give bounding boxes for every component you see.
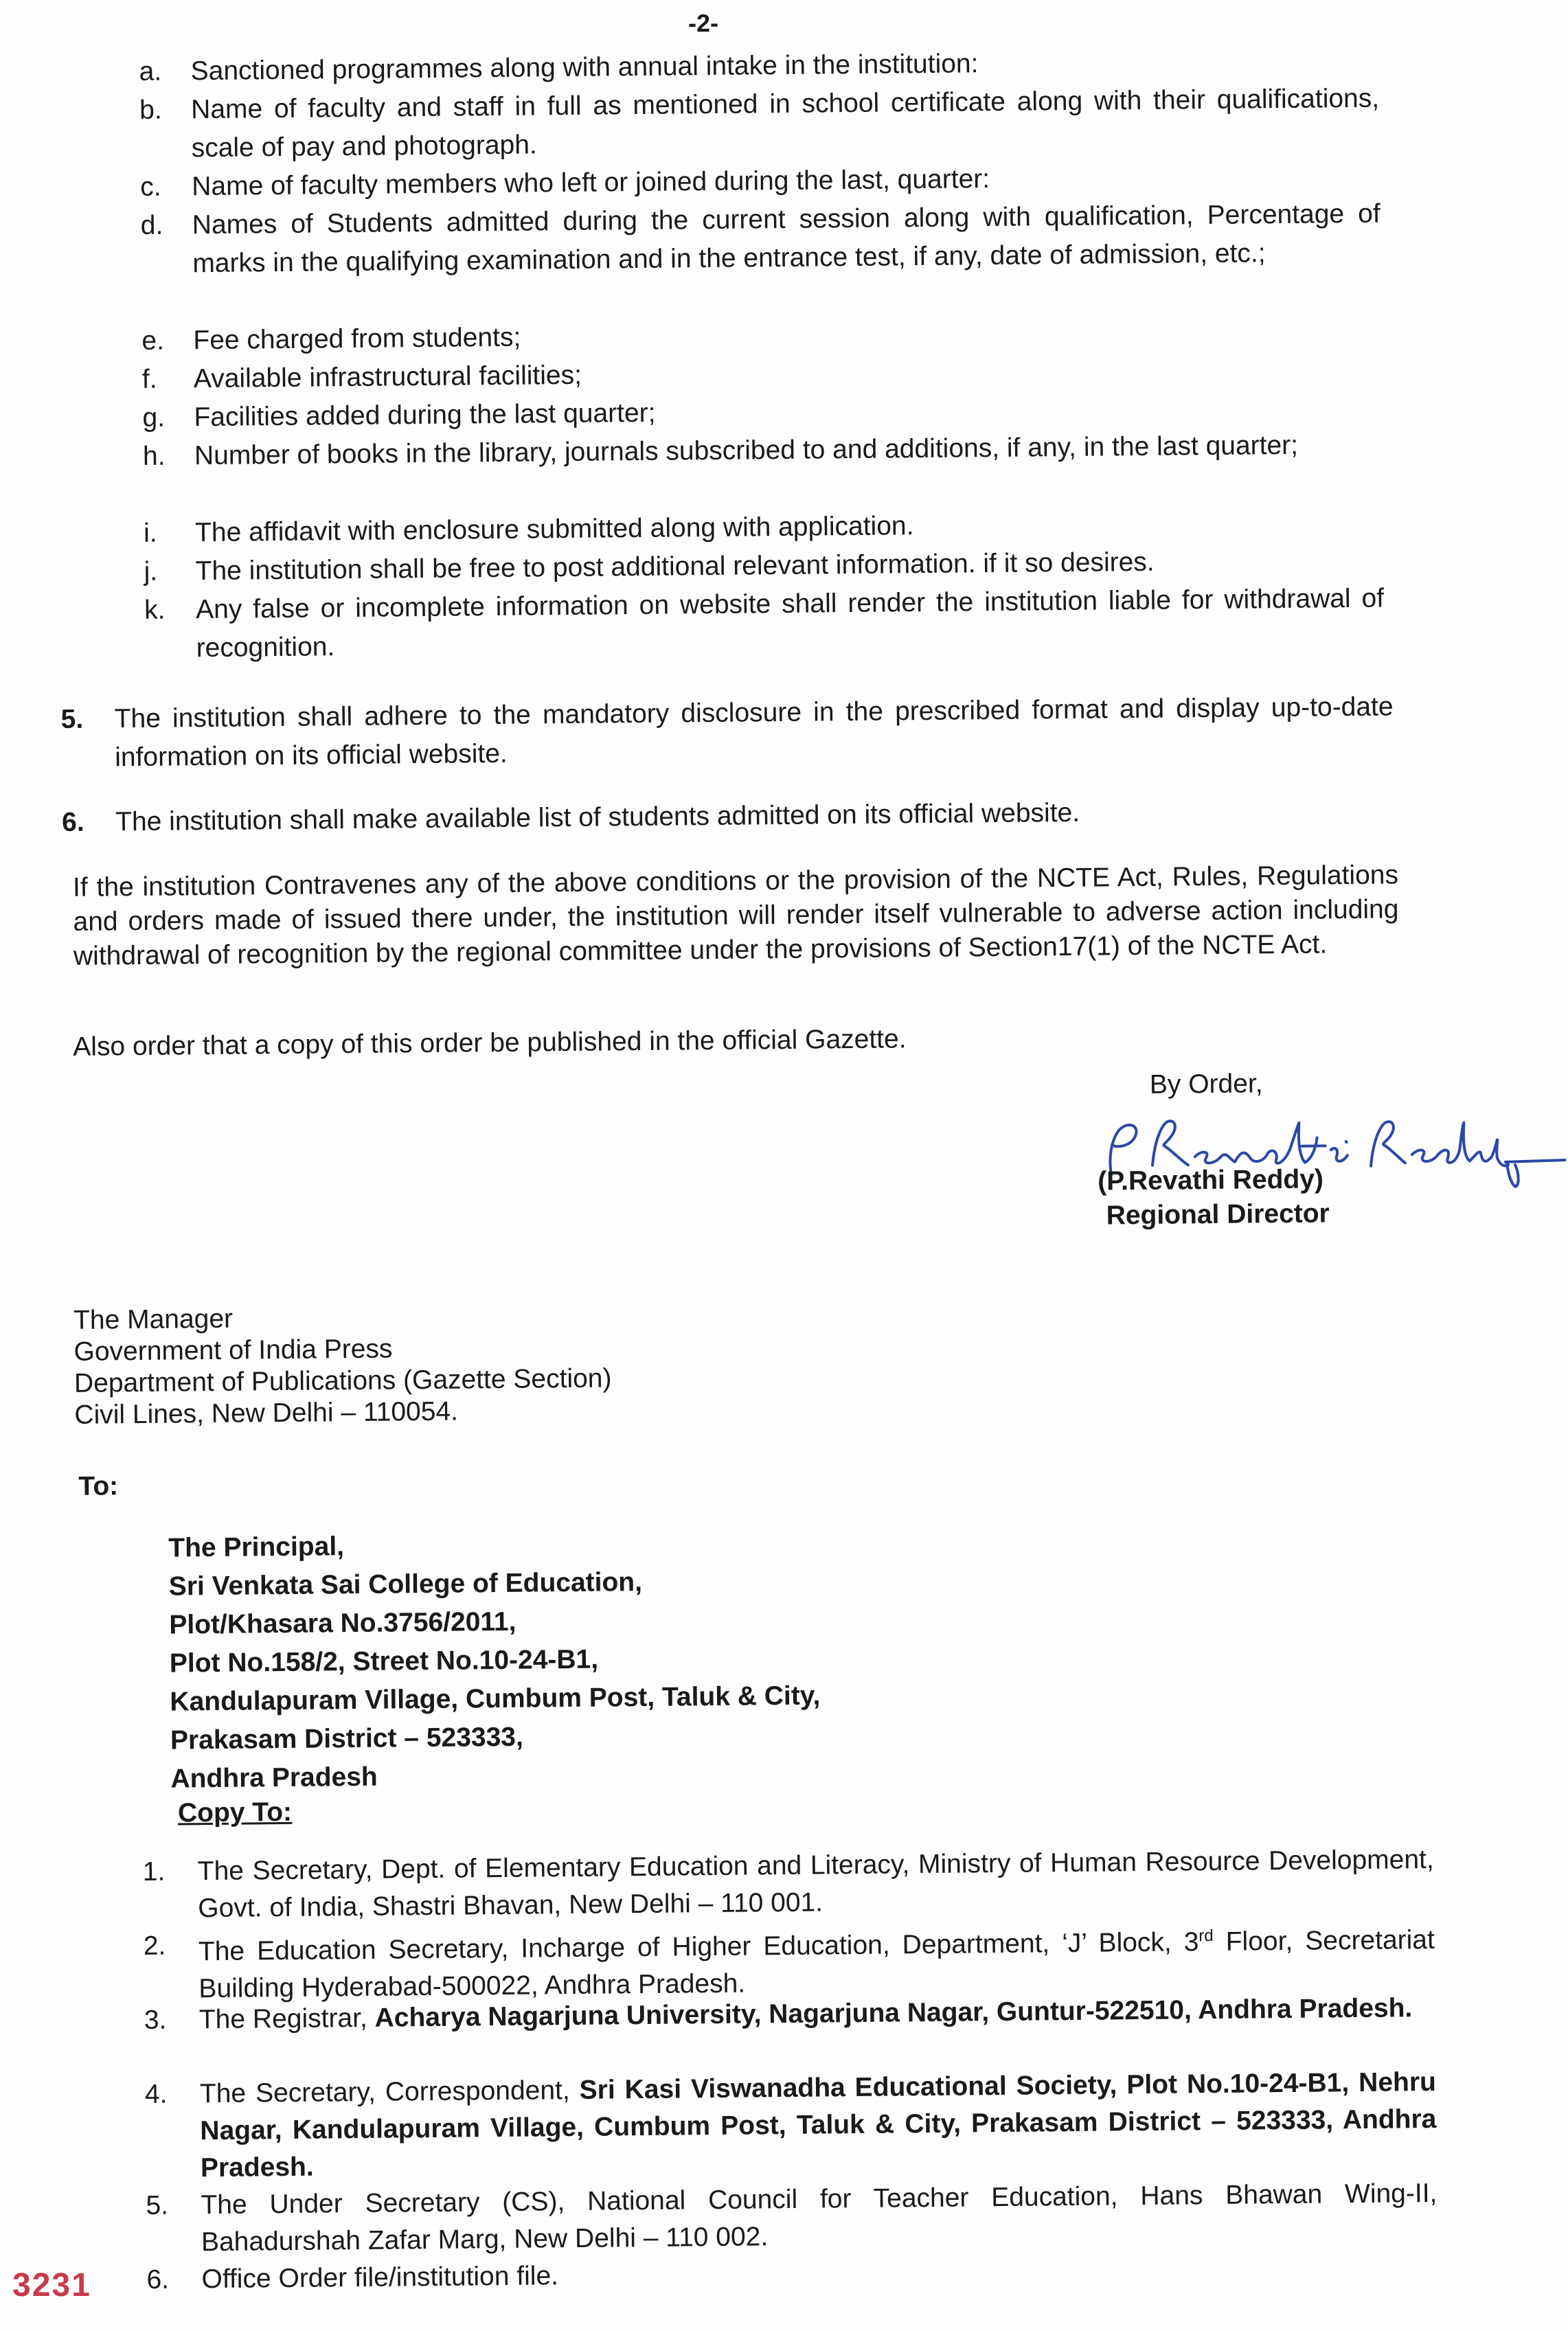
superscript: rd xyxy=(1198,1926,1214,1946)
item-text: Number of books in the library, journals subscribed to and additions, if any, in the last quarter; xyxy=(194,430,1299,471)
item-text: Sanctioned programmes along with annual intake in the institution: xyxy=(190,49,979,87)
copy-to-label: Copy To: xyxy=(177,1797,293,1828)
item-letter: b. xyxy=(139,95,162,125)
copy-to-number: 2. xyxy=(143,1931,166,1961)
copy-to-text-bold: Acharya Nagarjuna University, Nagarjuna Nagar, Guntur-522510, Andhra Pradesh. xyxy=(374,1993,1413,2033)
condition-text: The institution shall make available list of students admitted on its official website. xyxy=(115,797,1080,837)
signatory-name: (P.Revathi Reddy) xyxy=(1098,1164,1324,1196)
item-letter: j. xyxy=(144,556,158,587)
copy-to-text: The Secretary, Dept. of Elementary Education and Literacy, Ministry of Human Resource Development, Govt. of India, Shastri Bhavan, New Delhi – 110 001. xyxy=(197,1844,1434,1924)
contravene-paragraph: If the institution Contravenes any of the above conditions or the provision of the NCTE Act, Rules, Regulations and orders made of issued there under, the institution will render itself vulnerable to adverse action including withdrawal of recognition by the regional committee under the provisions of Section17(1) of the NCTE Act. xyxy=(72,860,1399,971)
condition-number: 5. xyxy=(60,704,84,735)
item-text: Facilities added during the last quarter; xyxy=(194,398,656,433)
to-label: To: xyxy=(78,1471,119,1501)
item-letter: a. xyxy=(139,56,162,87)
copy-to-text-part: The Registrar, xyxy=(198,2003,375,2035)
copy-to-text-part: Floor, Secretariat Building Hyderabad-500022, Andhra Pradesh. xyxy=(198,1924,1435,2004)
item-text: Fee charged from students; xyxy=(193,322,521,356)
copy-to-number: 4. xyxy=(144,2079,168,2109)
press-address-line: Government of India Press xyxy=(73,1334,393,1367)
to-address xyxy=(168,1523,821,1799)
list-item xyxy=(144,580,1385,668)
to-address-line: Kandulapuram Village, Cumbum Post, Taluk & City, xyxy=(170,1681,821,1717)
copy-to-text: Office Order file/institution file. xyxy=(201,2261,559,2295)
copy-to-number: 6. xyxy=(146,2264,170,2295)
condition-number: 6. xyxy=(61,807,84,838)
by-order: By Order, xyxy=(1149,1069,1263,1100)
press-address-line: The Manager xyxy=(73,1304,234,1335)
item-text: Any false or incomplete information on website shall render the institution liable for withdrawal of recognition. xyxy=(195,583,1385,663)
gazette-line: Also order that a copy of this order be published in the official Gazette. xyxy=(73,1024,907,1062)
to-address-line: Plot/Khasara No.3756/2011, xyxy=(169,1606,516,1640)
item-letter: f. xyxy=(141,364,157,394)
to-address-line: Plot No.158/2, Street No.10-24-B1, xyxy=(169,1644,599,1679)
copy-to-item xyxy=(143,1841,1435,1928)
list-item xyxy=(139,80,1380,168)
item-text: The institution shall be free to post additional relevant information. if it so desires. xyxy=(195,547,1155,587)
copy-to-text xyxy=(200,2064,1437,2187)
stamp-number: 3231 xyxy=(12,2267,91,2304)
item-letter: i. xyxy=(143,518,157,548)
copy-to-item xyxy=(145,2064,1437,2187)
item-letter: e. xyxy=(141,326,165,356)
item-letter: c. xyxy=(140,172,161,202)
copy-to-number: 3. xyxy=(144,2005,167,2035)
condition-item xyxy=(60,687,1394,777)
signatory-title: Regional Director xyxy=(1106,1198,1330,1231)
item-letter: d. xyxy=(140,210,163,240)
press-address xyxy=(73,1299,612,1431)
to-address-line: Sri Venkata Sai College of Education, xyxy=(168,1567,643,1602)
item-letter: g. xyxy=(142,402,166,433)
page-number: -2- xyxy=(688,8,719,38)
condition-item xyxy=(62,791,1394,842)
copy-to-text: The Under Secretary (CS), National Council for Teacher Education, Hans Bhawan Wing-II, Bahadurshah Zafar Marg, New Delhi – 110 002. xyxy=(201,2178,1438,2258)
press-address-line: Department of Publications (Gazette Section) xyxy=(73,1363,612,1398)
copy-to-item xyxy=(146,2212,1438,2299)
copy-to-text-part: The Education Secretary, Incharge of Higher Education, Department, ‘J’ Block, 3 xyxy=(198,1927,1199,1967)
copy-to-number: 5. xyxy=(146,2190,169,2220)
item-text: Available infrastructural facilities; xyxy=(193,360,582,394)
press-address-line: Civil Lines, New Delhi – 110054. xyxy=(74,1396,459,1430)
to-address-line: Prakasam District – 523333, xyxy=(170,1722,524,1755)
item-text: Name of faculty members who left or joined during the last, quarter: xyxy=(192,164,990,202)
copy-to-number: 1. xyxy=(142,1856,166,1887)
item-letter: k. xyxy=(144,595,166,625)
item-text: Names of Students admitted during the current session along with qualification, Percentage of marks in the qualifying examination and in the entrance test, if any, date of admission, etc.; xyxy=(192,198,1380,279)
item-text: Name of faculty and staff in full as mentioned in school certificate along with their qualifications, scale of pay and photograph. xyxy=(190,83,1380,163)
item-letter: h. xyxy=(142,441,166,471)
item-text: The affidavit with enclosure submitted along with application. xyxy=(194,511,914,548)
to-address-line: Andhra Pradesh xyxy=(170,1762,378,1794)
list-item xyxy=(141,195,1381,284)
copy-to-text-bold: Sri Kasi Viswanadha Educational Society, Plot No.10-24-B1, Nehru Nagar, Kandulapuram Village, Cumbum Post, Taluk & City, Prakasam District – 523333, Andhra Pradesh. xyxy=(200,2067,1437,2183)
to-address-line: The Principal, xyxy=(168,1532,345,1563)
condition-text: The institution shall adhere to the mandatory disclosure in the prescribed format and display up-to-date information on its official website. xyxy=(114,692,1394,773)
copy-to-text-part: The Secretary, Correspondent, xyxy=(199,2075,580,2109)
